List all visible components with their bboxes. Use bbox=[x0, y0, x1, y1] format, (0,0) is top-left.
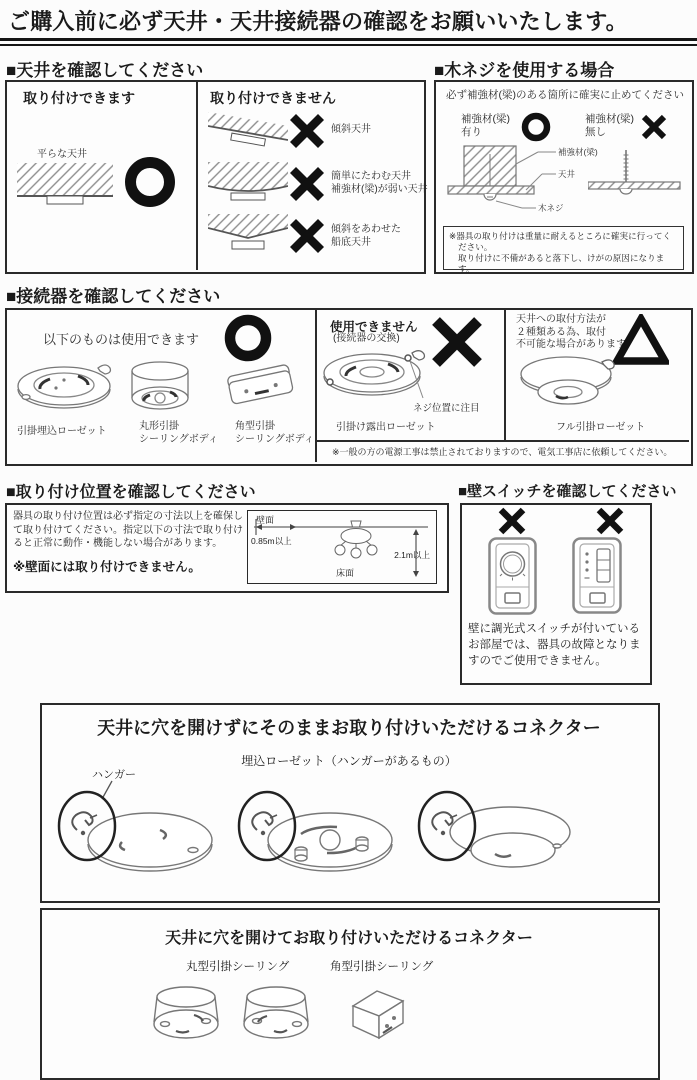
ok-circle-icon bbox=[521, 112, 551, 142]
screw-pointer-label: 木ネジ bbox=[538, 203, 564, 213]
screw-position-callout: ネジ位置に注目 bbox=[413, 403, 480, 414]
section-heading-wall-switch: ■壁スイッチを確認してください bbox=[458, 483, 677, 500]
flat-ceiling-label: 平らな天井 bbox=[37, 149, 87, 160]
no-hole-title: 天井に穴を開けずにそのままお取り付けいただけるコネクター bbox=[97, 718, 601, 738]
ng-x-icon bbox=[289, 218, 325, 254]
header-divider bbox=[0, 38, 697, 46]
conditional-item-label: フル引掛ローゼット bbox=[556, 422, 646, 433]
hanger-label: ハンガー bbox=[92, 769, 136, 781]
ceiling-ng-title: 取り付けできません bbox=[210, 90, 336, 106]
usable-item-1-label: 引掛埋込ローゼット bbox=[17, 426, 107, 437]
section-heading-connector: ■接続器を確認してください bbox=[6, 287, 221, 306]
ng-label-3: 傾斜をあわせた 船底天井 bbox=[331, 224, 401, 248]
square-body-drawing bbox=[224, 362, 300, 414]
connector-box-divider-1 bbox=[315, 308, 317, 462]
connector-note-divider bbox=[315, 440, 689, 442]
not-usable-subtitle: (接続器の交換) bbox=[333, 333, 400, 344]
recessed-rosette-drawing bbox=[14, 356, 114, 416]
beam-pointer-label: 補強材(梁) bbox=[558, 147, 598, 157]
wall-switch-note: 壁に調光式スイッチが付いている お部屋では、器具の故障となりま すのでご使用できません。 bbox=[468, 623, 641, 667]
exposed-rosette-drawing bbox=[320, 346, 435, 404]
ceiling-box-divider bbox=[196, 80, 198, 270]
square-ceiling-drawing bbox=[345, 986, 411, 1044]
connector-box-divider-2 bbox=[504, 308, 506, 440]
sag-ceiling-drawing bbox=[208, 162, 288, 206]
wood-screw-instruction: 必ず補強材(梁)のある箇所に確実に止めてください bbox=[446, 89, 684, 101]
ng-label-2: 簡単にたわむ天井 補強材(梁)が弱い天井 bbox=[331, 171, 428, 195]
caution-triangle-icon bbox=[613, 314, 669, 366]
not-usable-title: 使用できません bbox=[330, 320, 418, 334]
ng-x-icon bbox=[289, 166, 325, 202]
hanger-rosette-drawing bbox=[235, 788, 400, 886]
slider-switch-drawing bbox=[572, 537, 623, 614]
ok-circle-icon bbox=[124, 156, 176, 208]
round-ceiling-drawing bbox=[240, 984, 312, 1042]
position-body-text: 器具の取り付け位置は必ず指定の寸法以上を確保し て取り付けてください。指定以下の寸法で取り付け ると正常に動作・機能しない場合があります。 bbox=[13, 511, 243, 549]
square-ceiling-label: 角型引掛シーリング bbox=[330, 961, 434, 973]
wall-distance-label: 0.85m以上 bbox=[251, 536, 292, 546]
wall-mount-warning: ※壁面には取り付けできません。 bbox=[13, 560, 201, 574]
with-beam-label: 補強材(梁) 有り bbox=[461, 113, 510, 138]
height-label: 2.1m以上 bbox=[394, 550, 430, 560]
round-body-drawing bbox=[128, 360, 192, 414]
ok-circle-icon bbox=[224, 314, 272, 362]
without-beam-label: 補強材(梁) 無し bbox=[585, 113, 634, 138]
wood-screw-note: ※器具の取り付けは重量に耐えるところに確実に行ってく ださい。 取り付けに不備があると落下し、けがの原因になります。 bbox=[443, 226, 684, 270]
ng-x-icon bbox=[289, 113, 325, 149]
dimmer-switch-drawing bbox=[488, 537, 538, 615]
ng-x-icon bbox=[596, 507, 624, 535]
ng-x-icon bbox=[430, 315, 484, 369]
ceiling-pointer-label: 天井 bbox=[558, 169, 576, 179]
wall-label: 壁面 bbox=[256, 515, 275, 525]
hanger-rosette-drawing bbox=[415, 788, 580, 886]
ng-x-icon bbox=[498, 507, 526, 535]
floor-label: 床面 bbox=[336, 568, 355, 578]
section-heading-position: ■取り付け位置を確認してください bbox=[6, 484, 256, 501]
position-diagram-box bbox=[247, 510, 437, 584]
electric-work-note: ※一般の方の電源工事は禁止されておりますので、電気工事店に依頼してください。 bbox=[332, 447, 673, 457]
ceiling-ok-title: 取り付けできます bbox=[23, 90, 135, 106]
usable-title: 以下のものは使用できます bbox=[43, 332, 200, 347]
page-title: ご購入前に必ず天井・天井接続器の確認をお願いいたします。 bbox=[8, 9, 628, 34]
no-beam-screw-drawing bbox=[588, 148, 688, 204]
boat-ceiling-drawing bbox=[208, 214, 288, 258]
ng-label-1: 傾斜天井 bbox=[331, 124, 371, 135]
round-ceiling-label: 丸型引掛シーリング bbox=[186, 961, 290, 973]
slope-ceiling-drawing bbox=[208, 110, 288, 154]
full-rosette-drawing bbox=[516, 350, 616, 412]
not-usable-item-label: 引掛け露出ローゼット bbox=[336, 422, 436, 433]
round-ceiling-drawing bbox=[150, 984, 222, 1042]
usable-item-2-label: 丸形引掛 シーリングボディ bbox=[139, 421, 218, 445]
usable-item-3-label: 角型引掛 シーリングボディ bbox=[235, 421, 314, 445]
section-heading-ceiling: ■天井を確認してください bbox=[6, 61, 204, 80]
conditional-text: 天井への取付方法が ２種類ある為、取付 不可能な場合があります bbox=[516, 314, 626, 350]
no-hole-subtitle: 埋込ローゼット（ハンガーがあるもの） bbox=[241, 754, 457, 768]
ng-x-icon bbox=[641, 114, 667, 140]
flat-ceiling-drawing bbox=[16, 162, 116, 210]
hanger-rosette-drawing bbox=[55, 788, 220, 886]
section-heading-wood-screw: ■木ネジを使用する場合 bbox=[434, 61, 615, 80]
hole-title: 天井に穴を開けてお取り付けいただけるコネクター bbox=[165, 930, 533, 947]
